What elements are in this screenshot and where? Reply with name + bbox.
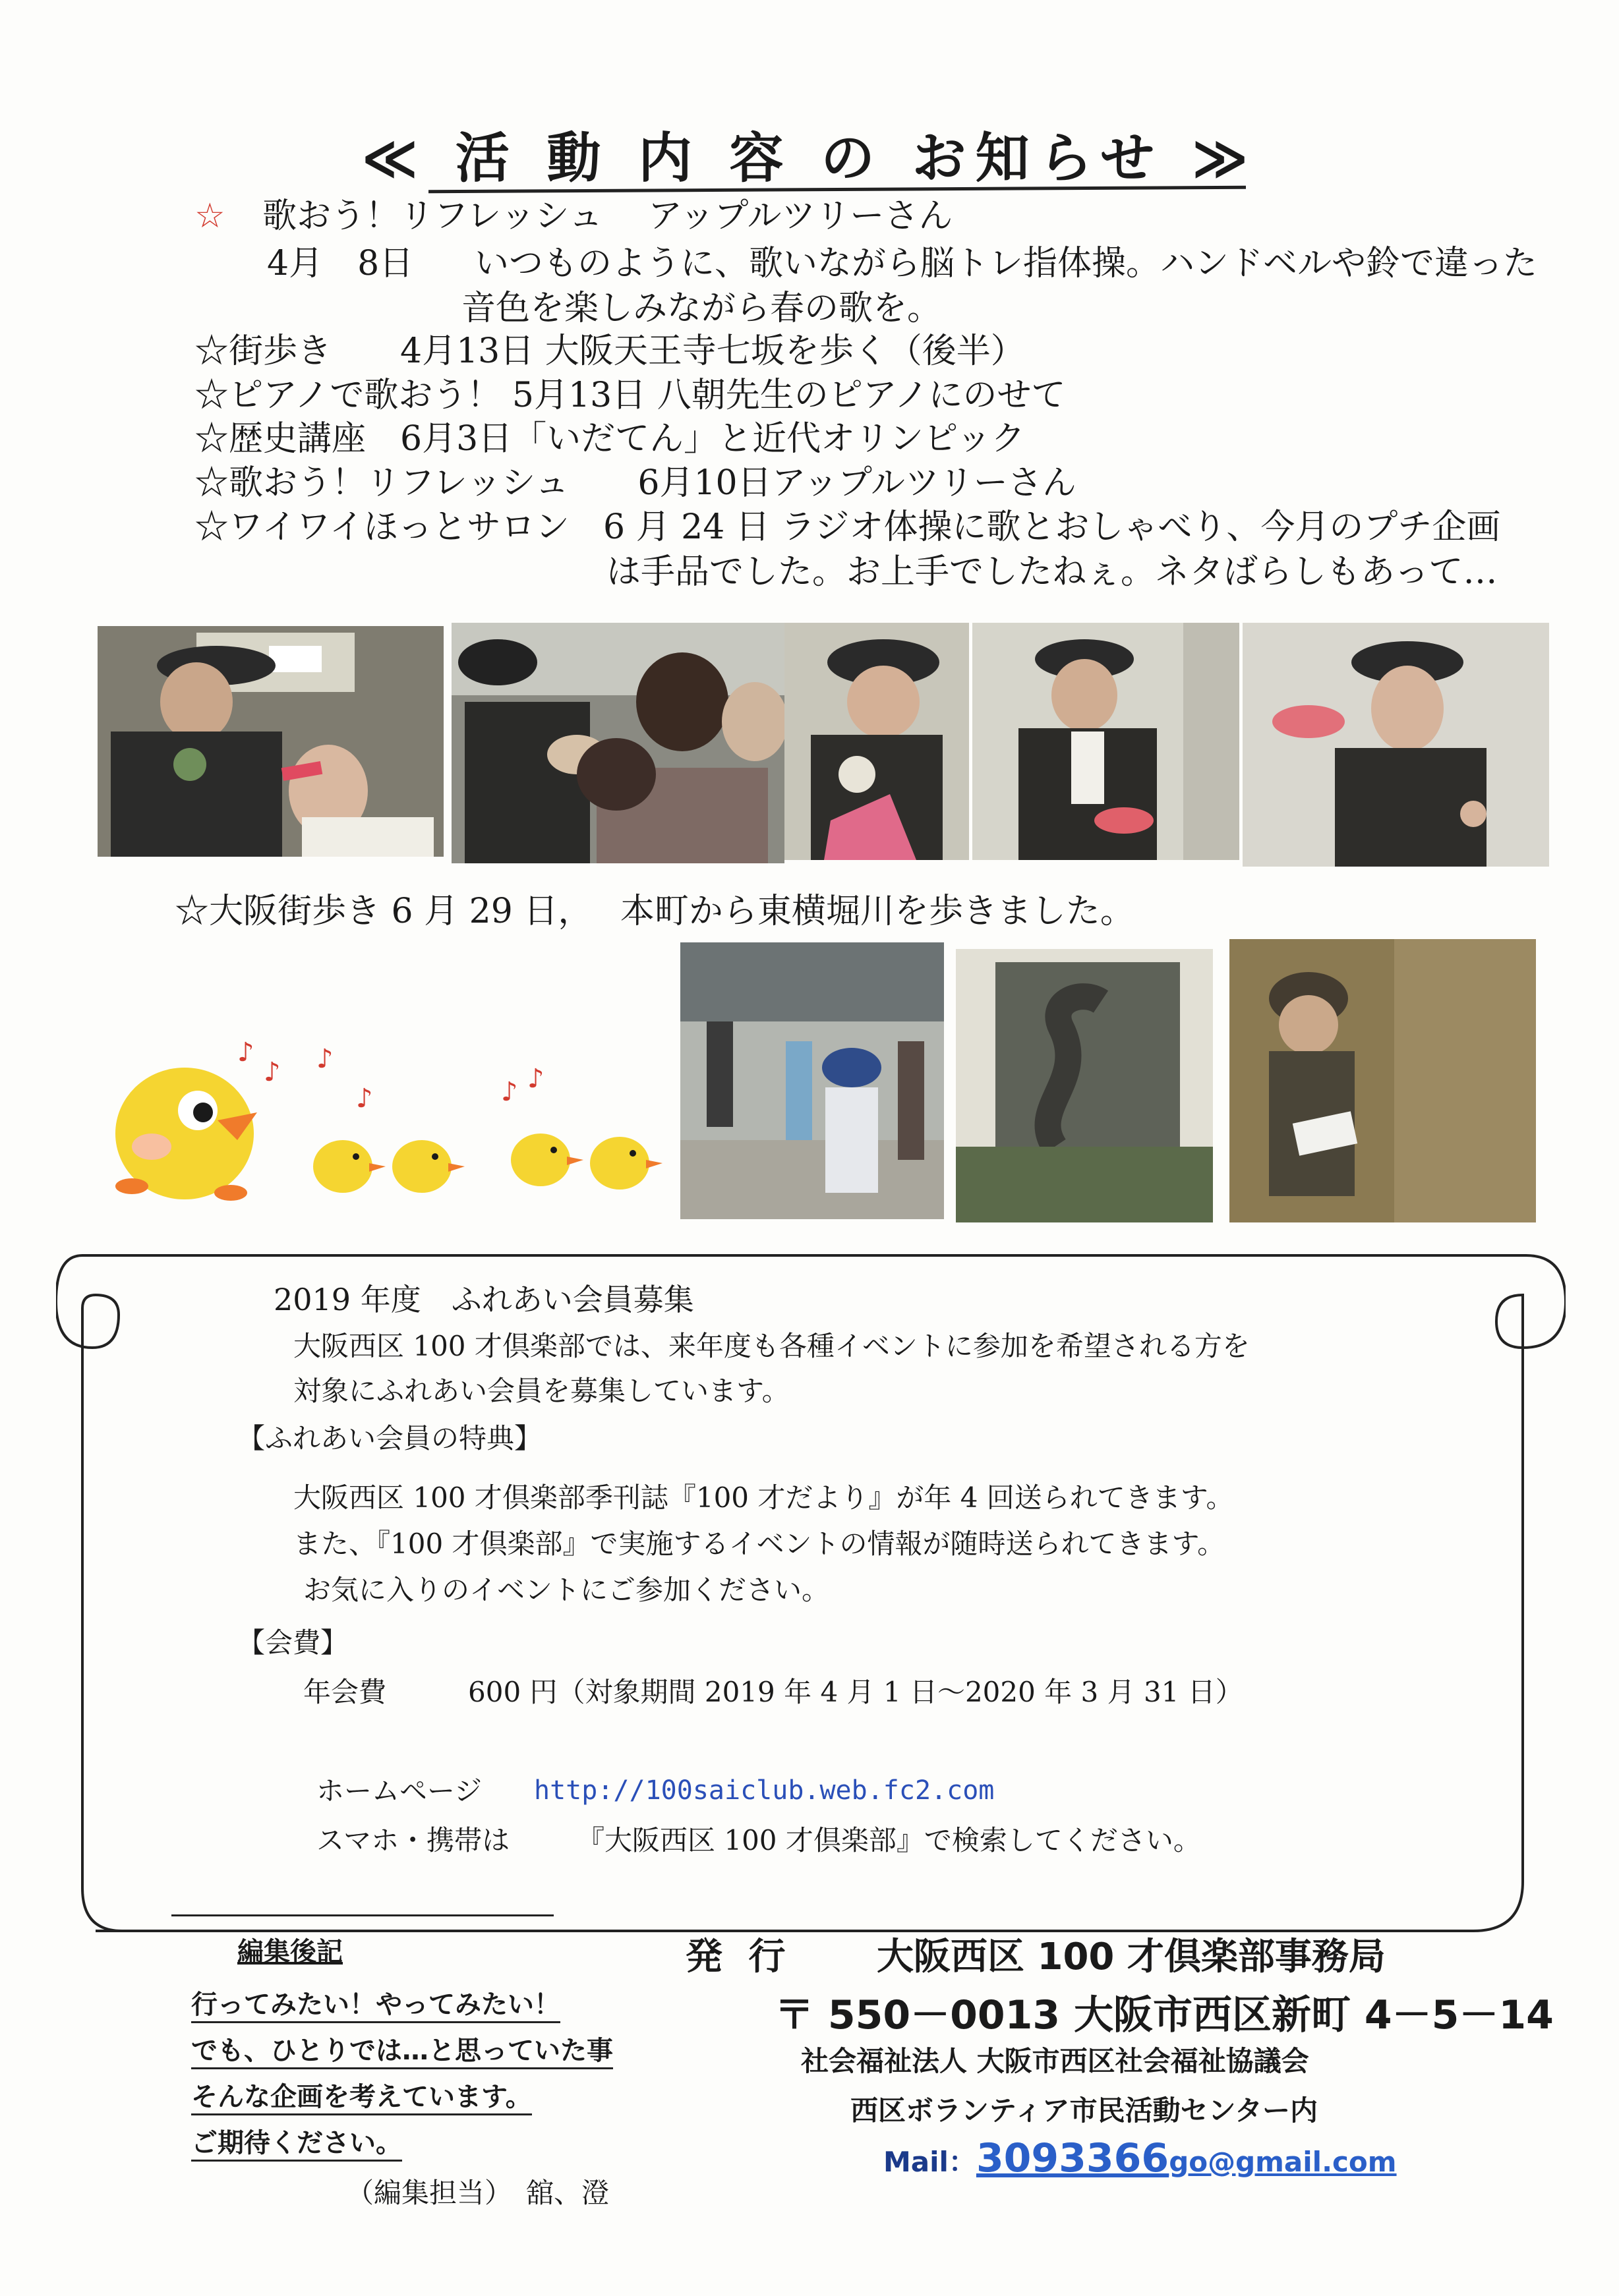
photo-magic-4 — [972, 623, 1239, 860]
homepage-link[interactable]: http://100saiclub.web.fc2.com — [534, 1775, 995, 1806]
editor-note-line-3: そんな企画を考えています。 — [191, 2076, 532, 2115]
activity-1-date: 4月 8日 — [267, 244, 414, 283]
fee-heading: 【会費】 — [237, 1626, 349, 1659]
editor-note-top-rule — [171, 1914, 554, 1916]
chicks-illustration — [92, 1035, 686, 1219]
publisher-label: 発 行 — [686, 1936, 792, 1978]
page-title: ≪ 活 動 内 容 の お知らせ ≫ — [361, 127, 1258, 190]
smartphone-text: 『大阪西区 100 才倶楽部』で検索してください。 — [577, 1824, 1201, 1856]
svg-text:♪: ♪ — [501, 1077, 518, 1107]
membership-heading: 2019 年度 ふれあい会員募集 — [274, 1282, 694, 1317]
editor-note-heading: 編集後記 — [237, 1937, 343, 1967]
mail-domain: go@gmail.com — [1169, 2146, 1397, 2178]
editor-note-line-1: 行ってみたい！やってみたい！ — [191, 1984, 560, 2023]
activity-1: ☆ 歌おう！リフレッシュ アップルツリーさん — [194, 196, 953, 236]
photo-walk-3 — [1229, 939, 1536, 1222]
svg-text:♪: ♪ — [237, 1037, 254, 1068]
photo-walk-2 — [956, 949, 1213, 1222]
publisher-mail[interactable] — [883, 2135, 1397, 2181]
svg-text:♪: ♪ — [527, 1064, 545, 1094]
mail-label: Mail： — [883, 2146, 976, 2178]
photo-magic-2 — [452, 623, 784, 863]
activity-3: ☆ピアノで歌おう！ 5月13日 八朝先生のピアノにのせて — [194, 376, 1066, 415]
mail-number: 3093366 — [976, 2135, 1169, 2181]
activity-6-desc-1: 6 月 24 日 ラジオ体操に歌とおしゃべり、今月のプチ企画 — [603, 507, 1501, 547]
photo-magic-5 — [1243, 623, 1549, 867]
photo-magic-3 — [784, 623, 969, 860]
membership-para-2: 対象にふれあい会員を募集しています。 — [293, 1375, 790, 1407]
benefit-1: 大阪西区 100 才倶楽部季刊誌『100 才だより』が年 4 回送られてきます。 — [293, 1481, 1234, 1514]
publisher-center: 西区ボランティア市民活動センター内 — [850, 2094, 1318, 2127]
benefit-2: また、『100 才倶楽部』で実施するイベントの情報が随時送られてきます。 — [293, 1528, 1225, 1560]
activity-7: ☆大阪街歩き 6 月 29 日， 本町から東横堀川を歩きました。 — [175, 892, 1134, 931]
benefit-3: お気に入りのイベントにご参加ください。 — [303, 1574, 830, 1606]
activity-6-desc-2: は手品でした。お上手でしたねぇ。ネタばらしもあって… — [606, 552, 1498, 592]
editor-note-line-4: ご期待ください。 — [191, 2122, 402, 2162]
activity-1-desc-2: 音色を楽しみながら春の歌を。 — [461, 289, 942, 328]
homepage-label: ホームページ — [316, 1775, 483, 1807]
benefits-heading: 【ふれあい会員の特典】 — [237, 1422, 543, 1454]
activity-2: ☆街歩き 4月13日 大阪天王寺七坂を歩く（後半） — [194, 331, 1025, 371]
svg-text:♪: ♪ — [356, 1083, 373, 1114]
photo-walk-1 — [680, 942, 944, 1219]
star-icon: ☆ — [194, 196, 225, 236]
svg-text:♪: ♪ — [264, 1057, 281, 1087]
activity-6: ☆ワイワイほっとサロン — [194, 507, 570, 547]
fee-label: 年会費 — [303, 1676, 387, 1708]
publisher-org: 社会福祉法人 大阪市西区社会福祉協議会 — [801, 2045, 1309, 2077]
editor-credit: （編集担当） 舘、澄 — [346, 2177, 610, 2209]
activity-1-desc-1: いつものように、歌いながら脳トレ指体操。ハンドベルや鈴で違った — [475, 244, 1538, 283]
activity-4: ☆歴史講座 6月3日「いだてん」と近代オリンピック — [194, 419, 1026, 459]
smartphone-label: スマホ・携帯は — [316, 1824, 510, 1856]
activity-5: ☆歌おう！リフレッシュ 6月10日アップルツリーさん — [194, 463, 1076, 503]
svg-text:♪: ♪ — [316, 1044, 334, 1074]
photo-magic-1 — [98, 626, 444, 857]
fee-value: 600 円（対象期間 2019 年 4 月 1 日～2020 年 3 月 31 日） — [468, 1676, 1243, 1708]
membership-para-1: 大阪西区 100 才倶楽部では、来年度も各種イベントに参加を希望される方を — [293, 1330, 1250, 1362]
publisher-postal: 〒 550－0013 大阪市西区新町 4－5－14 — [775, 1992, 1554, 2038]
editor-note-line-2: でも、ひとりでは…と思っていた事 — [191, 2030, 613, 2069]
publisher-name: 大阪西区 100 才倶楽部事務局 — [877, 1936, 1386, 1978]
